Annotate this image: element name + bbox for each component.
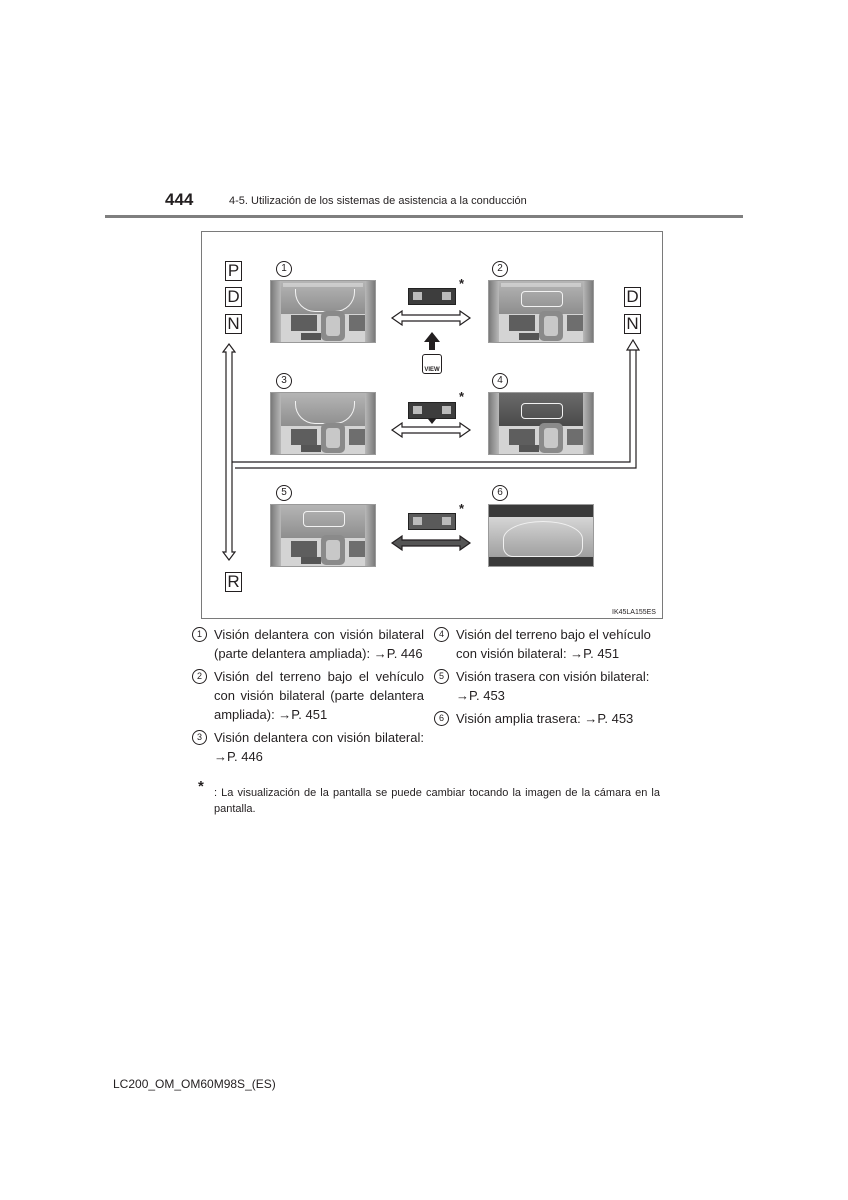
camera-screen-5 (270, 504, 376, 567)
asterisk-3: * (459, 501, 465, 516)
caption-text: Visión delantera con visión bilateral (parte delantera ampliada): →P. 446 (214, 627, 424, 661)
arrow-head-right-up (627, 340, 639, 350)
view-number-5: 5 (276, 485, 292, 501)
view-number-2: 2 (492, 261, 508, 277)
view-number-3: 3 (276, 373, 292, 389)
arrow-up-icon (424, 332, 440, 350)
gear-p: P (225, 261, 242, 281)
view-switch-button-2 (408, 402, 456, 419)
view-switch-button-3 (408, 513, 456, 530)
caption-number: 1 (192, 627, 207, 642)
asterisk-2: * (459, 389, 465, 404)
caption-number: 5 (434, 669, 449, 684)
figure-code: IK45LA155ES (612, 609, 656, 616)
double-arrow-icon (392, 536, 470, 550)
caption-text: Visión amplia trasera: →P. 453 (456, 711, 634, 726)
caption-item (434, 667, 660, 705)
gear-n-right: N (624, 314, 641, 334)
caption-item (192, 728, 424, 766)
view-switch-button-1 (408, 288, 456, 305)
camera-screen-2 (488, 280, 594, 343)
view-number-4: 4 (492, 373, 508, 389)
caption-list-left (192, 625, 424, 770)
section-title: 4-5. Utilización de los sistemas de asistencia a la conducción (229, 195, 527, 207)
document-code: LC200_OM_OM60M98S_(ES) (113, 1077, 276, 1091)
caption-number: 6 (434, 711, 449, 726)
caption-item (434, 625, 660, 663)
camera-screen-1 (270, 280, 376, 343)
vertical-double-arrow-left (223, 344, 235, 560)
caption-text: Visión trasera con visión bilateral: →P. 453 (456, 669, 650, 703)
caption-number: 4 (434, 627, 449, 642)
caption-text: Visión del terreno bajo el vehículo con visión bilateral (parte delantera ampliada): →P. 451 (214, 669, 424, 722)
camera-screen-3 (270, 392, 376, 455)
gear-n: N (225, 314, 242, 334)
caption-text: Visión del terreno bajo el vehículo con visión bilateral: →P. 451 (456, 627, 651, 661)
header-rule (105, 215, 743, 218)
caption-number: 3 (192, 730, 207, 745)
caption-item (192, 667, 424, 724)
double-arrow-icon (392, 423, 470, 437)
double-arrow-icon (392, 311, 470, 325)
caption-number: 2 (192, 669, 207, 684)
gear-d: D (225, 287, 242, 307)
caption-item (192, 625, 424, 663)
view-number-6: 6 (492, 485, 508, 501)
camera-screen-4 (488, 392, 594, 455)
view-number-1: 1 (276, 261, 292, 277)
caption-list-right (434, 625, 660, 732)
footnote-mark: * (198, 778, 204, 795)
caption-item (434, 709, 660, 728)
caption-text: Visión delantera con visión bilateral: →P. 446 (214, 730, 424, 764)
camera-view-icon: VIEW (422, 354, 442, 374)
figure-frame (201, 231, 663, 619)
page-number: 444 (165, 190, 194, 209)
gear-d-right: D (624, 287, 641, 307)
camera-screen-6 (488, 504, 594, 567)
footnote-text: : La visualización de la pantalla se puede cambiar tocando la imagen de la cámara en la pantalla. (214, 787, 660, 815)
gear-r: R (225, 572, 242, 592)
asterisk-1: * (459, 276, 465, 291)
